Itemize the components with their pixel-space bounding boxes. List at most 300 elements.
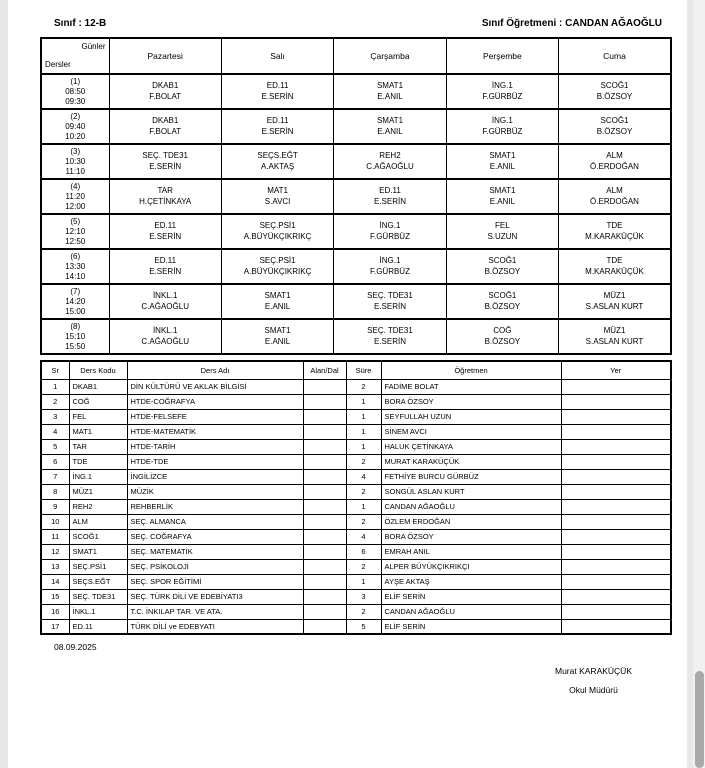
lesson-code: SEÇ. TDE31 — [367, 291, 413, 300]
period-end-time: 14:10 — [65, 271, 86, 281]
course-cell: TÜRK DİLİ ve EDEBYATI — [127, 619, 303, 634]
course-cell: 1 — [346, 394, 381, 409]
course-cell: SMAT1 — [69, 544, 127, 559]
lesson-cell — [221, 179, 333, 214]
course-cell: SEYFULLAH UZUN — [381, 409, 561, 424]
lesson-cell — [334, 74, 446, 109]
period-start-time: 11:20 — [65, 191, 85, 201]
corner-label-days: Günler — [81, 41, 106, 51]
course-cell: SİNEM AVCI — [381, 424, 561, 439]
course-cell — [303, 439, 346, 454]
course-cell: FETHİYE BURCU GÜRBÜZ — [381, 469, 561, 484]
course-cell: 8 — [41, 484, 69, 499]
course-cell: 2 — [346, 514, 381, 529]
course-column-header: Alan/Dal — [303, 361, 346, 379]
course-cell: AYŞE AKTAŞ — [381, 574, 561, 589]
period-time-cell — [41, 144, 109, 179]
lesson-cell — [559, 319, 671, 354]
lesson-code: TDE — [606, 256, 623, 265]
lesson-code: TDE — [606, 221, 623, 230]
day-header: Perşembe — [446, 38, 558, 74]
lesson-teacher: C.AĞAOĞLU — [141, 336, 189, 346]
lesson-cell — [446, 74, 558, 109]
period-row — [41, 214, 671, 249]
lesson-teacher: B.ÖZSOY — [484, 301, 521, 311]
period-number: (6) — [70, 251, 81, 261]
course-cell: 16 — [41, 604, 69, 619]
course-cell: 2 — [346, 559, 381, 574]
lesson-teacher: E.SERİN — [149, 231, 182, 241]
course-cell: TDE — [69, 454, 127, 469]
course-cell — [561, 469, 671, 484]
period-start-time: 14:20 — [65, 296, 86, 306]
period-end-time: 10:20 — [65, 131, 86, 141]
course-cell: 6 — [41, 454, 69, 469]
course-cell: CANDAN AĞAOĞLU — [381, 499, 561, 514]
lesson-code: ED.11 — [266, 116, 289, 125]
course-cell — [303, 604, 346, 619]
lesson-cell — [221, 249, 333, 284]
period-number: (3) — [70, 146, 81, 156]
lesson-cell — [559, 74, 671, 109]
course-cell: SCOĞ1 — [69, 529, 127, 544]
course-cell: TAR — [69, 439, 127, 454]
lesson-teacher: C.AĞAOĞLU — [366, 161, 414, 171]
lesson-cell — [221, 214, 333, 249]
course-cell — [303, 484, 346, 499]
course-row — [41, 574, 671, 589]
course-cell — [561, 439, 671, 454]
lesson-code: SEÇ.PSİ1 — [259, 221, 296, 230]
document-header — [40, 18, 670, 29]
course-cell — [561, 379, 671, 394]
course-row — [41, 439, 671, 454]
lesson-cell — [446, 179, 558, 214]
lesson-code: SCOĞ1 — [488, 256, 517, 265]
period-row — [41, 179, 671, 214]
course-cell: SEÇ. TÜRK DİLİ VE EDEBİYATI3 — [127, 589, 303, 604]
lesson-cell — [559, 179, 671, 214]
course-cell — [561, 454, 671, 469]
period-number: (8) — [70, 321, 81, 331]
course-cell — [561, 589, 671, 604]
lesson-teacher: A.BÜYÜKÇIKRIKÇ — [243, 231, 312, 241]
lesson-teacher: S.UZUN — [487, 231, 518, 241]
course-cell — [561, 574, 671, 589]
day-header: Çarşamba — [334, 38, 446, 74]
course-table-header-row — [41, 361, 671, 379]
lesson-code: SMAT1 — [376, 81, 404, 90]
period-time-cell — [41, 319, 109, 354]
lesson-cell — [109, 319, 221, 354]
lesson-code: SMAT1 — [489, 186, 516, 195]
period-start-time: 08:50 — [65, 86, 86, 96]
course-cell: 2 — [41, 394, 69, 409]
period-time-cell — [41, 179, 109, 214]
course-cell: 2 — [346, 604, 381, 619]
lesson-code: REH2 — [379, 151, 401, 160]
course-cell: 14 — [41, 574, 69, 589]
lesson-code: İNG.1 — [379, 221, 401, 230]
lesson-teacher: B.ÖZSOY — [596, 126, 633, 136]
course-cell: MAT1 — [69, 424, 127, 439]
course-cell: CANDAN AĞAOĞLU — [381, 604, 561, 619]
lesson-code: COĞ — [493, 326, 512, 335]
lesson-code: MÜZ1 — [603, 291, 626, 300]
lesson-code: SMAT1 — [376, 116, 404, 125]
course-cell: REH2 — [69, 499, 127, 514]
course-cell: 1 — [346, 424, 381, 439]
lesson-cell — [334, 214, 446, 249]
course-cell: 4 — [41, 424, 69, 439]
document-page — [8, 0, 687, 768]
lesson-code: SEÇ. TDE31 — [142, 151, 189, 160]
course-cell: 2 — [346, 484, 381, 499]
period-number: (5) — [70, 216, 81, 226]
lesson-code: ALM — [606, 151, 623, 160]
lesson-teacher: F.BOLAT — [149, 126, 182, 136]
course-cell: MÜZİK — [127, 484, 303, 499]
course-cell: 3 — [346, 589, 381, 604]
lesson-teacher: E.SERİN — [261, 91, 294, 101]
lesson-cell — [109, 284, 221, 319]
period-start-time: 15:10 — [65, 331, 86, 341]
lesson-teacher: A.AKTAŞ — [260, 161, 295, 171]
lesson-cell — [446, 214, 558, 249]
period-row — [41, 74, 671, 109]
lesson-teacher: F.GÜRBÜZ — [482, 126, 523, 136]
lesson-teacher: Ö.ERDOĞAN — [590, 161, 639, 171]
lesson-code: ED.11 — [154, 221, 177, 230]
course-cell — [561, 514, 671, 529]
course-cell: 4 — [346, 529, 381, 544]
lesson-cell — [559, 214, 671, 249]
lesson-code: ALM — [606, 186, 623, 195]
lesson-teacher: F.BOLAT — [149, 91, 182, 101]
lesson-cell — [221, 319, 333, 354]
course-column-header: Yer — [561, 361, 671, 379]
course-cell: SEÇ. PSİKOLOJİ — [127, 559, 303, 574]
period-number: (2) — [70, 111, 81, 121]
period-number: (1) — [70, 76, 81, 86]
course-cell: 10 — [41, 514, 69, 529]
lesson-cell — [109, 144, 221, 179]
course-cell — [303, 589, 346, 604]
course-cell: SEÇ. TDE31 — [69, 589, 127, 604]
lesson-code: SCOĞ1 — [600, 116, 629, 125]
signature-title: Okul Müdürü — [569, 685, 618, 695]
course-cell: 1 — [346, 574, 381, 589]
course-column-header: Öğretmen — [381, 361, 561, 379]
course-cell: 5 — [41, 439, 69, 454]
course-cell: ED.11 — [69, 619, 127, 634]
period-start-time: 09:40 — [65, 121, 86, 131]
course-cell: 2 — [346, 454, 381, 469]
lesson-code: SEÇS.EĞT — [257, 151, 298, 160]
lesson-code: SMAT1 — [489, 151, 516, 160]
course-cell: 13 — [41, 559, 69, 574]
timetable-corner-cell — [41, 38, 109, 74]
course-cell — [561, 394, 671, 409]
period-row — [41, 249, 671, 284]
lesson-code: ED.11 — [154, 256, 177, 265]
period-row — [41, 109, 671, 144]
lesson-code: SMAT1 — [264, 291, 291, 300]
lesson-cell — [221, 74, 333, 109]
lesson-teacher: E.SERİN — [373, 301, 406, 311]
lesson-code: İNKL.1 — [152, 326, 178, 335]
period-end-time: 15:50 — [65, 341, 86, 351]
lesson-teacher: E.ANIL — [264, 301, 291, 311]
course-cell — [561, 604, 671, 619]
course-cell: HTDE-COĞRAFYA — [127, 394, 303, 409]
course-cell — [303, 559, 346, 574]
period-end-time: 12:50 — [65, 236, 86, 246]
course-cell — [303, 544, 346, 559]
course-cell: İNGİLİZCE — [127, 469, 303, 484]
lesson-code: MAT1 — [267, 186, 288, 195]
course-cell: 17 — [41, 619, 69, 634]
lesson-teacher: E.SERİN — [261, 126, 294, 136]
course-row — [41, 559, 671, 574]
lesson-cell — [221, 109, 333, 144]
course-cell: 5 — [346, 619, 381, 634]
day-header: Pazartesi — [109, 38, 221, 74]
course-cell: 9 — [41, 499, 69, 514]
lesson-teacher: B.ÖZSOY — [596, 91, 633, 101]
course-cell: ALPER BÜYÜKÇIKRIKÇI — [381, 559, 561, 574]
course-row — [41, 514, 671, 529]
lesson-cell — [446, 249, 558, 284]
day-header: Cuma — [559, 38, 671, 74]
period-time-cell — [41, 109, 109, 144]
course-cell: SEÇS.EĞT — [69, 574, 127, 589]
course-cell: İNG.1 — [69, 469, 127, 484]
course-cell: BORA ÖZSOY — [381, 394, 561, 409]
course-column-header: Ders Adı — [127, 361, 303, 379]
course-row — [41, 484, 671, 499]
course-cell: HTDE-TDE — [127, 454, 303, 469]
course-row — [41, 424, 671, 439]
scrollbar-thumb[interactable] — [695, 671, 704, 768]
course-cell — [303, 514, 346, 529]
course-cell: SEÇ. COĞRAFYA — [127, 529, 303, 544]
course-cell: MÜZ1 — [69, 484, 127, 499]
period-start-time: 12:10 — [65, 226, 86, 236]
lesson-teacher: E.ANIL — [489, 161, 516, 171]
course-row — [41, 469, 671, 484]
course-column-header: Sr — [41, 361, 69, 379]
course-cell: ALM — [69, 514, 127, 529]
course-cell: SEÇ. ALMANCA — [127, 514, 303, 529]
lesson-code: ED.11 — [379, 186, 401, 195]
signature-name: Murat KARAKÜÇÜK — [555, 666, 632, 676]
lesson-code: SCOĞ1 — [488, 291, 517, 300]
lesson-code: İNG.1 — [379, 256, 401, 265]
lesson-cell — [446, 284, 558, 319]
course-cell: 2 — [346, 379, 381, 394]
lesson-teacher: E.SERİN — [373, 196, 406, 206]
course-row — [41, 379, 671, 394]
lesson-teacher: M.KARAKÜÇÜK — [585, 231, 644, 241]
course-column-header: Ders Kodu — [69, 361, 127, 379]
lesson-code: DKAB1 — [152, 116, 179, 125]
course-cell — [303, 409, 346, 424]
course-cell: SONGÜL ASLAN KURT — [381, 484, 561, 499]
course-row — [41, 529, 671, 544]
lesson-teacher: S.ASLAN KURT — [585, 336, 644, 346]
course-cell: DİN KÜLTÜRÜ VE AKLAK BİLGİSİ — [127, 379, 303, 394]
course-cell — [303, 469, 346, 484]
lesson-code: SMAT1 — [264, 326, 291, 335]
lesson-cell — [446, 144, 558, 179]
course-cell: REHBERLİK — [127, 499, 303, 514]
course-cell: 1 — [346, 439, 381, 454]
course-cell: 15 — [41, 589, 69, 604]
lesson-teacher: S.AVCI — [264, 196, 291, 206]
course-column-header: Süre — [346, 361, 381, 379]
lesson-teacher: E.ANIL — [377, 126, 403, 136]
course-cell: İNKL.1 — [69, 604, 127, 619]
lesson-cell — [334, 319, 446, 354]
lesson-teacher: M.KARAKÜÇÜK — [585, 266, 644, 276]
course-cell: FEL — [69, 409, 127, 424]
course-cell: HALUK ÇETİNKAYA — [381, 439, 561, 454]
course-cell: SEÇ.PSİ1 — [69, 559, 127, 574]
period-end-time: 12:00 — [65, 201, 86, 211]
lesson-code: SEÇ. TDE31 — [367, 326, 413, 335]
period-row — [41, 284, 671, 319]
course-cell: 11 — [41, 529, 69, 544]
document-date: 08.09.2025 — [54, 642, 97, 652]
period-time-cell — [41, 214, 109, 249]
course-cell: COĞ — [69, 394, 127, 409]
period-start-time: 13:30 — [65, 261, 86, 271]
lesson-cell — [559, 144, 671, 179]
course-cell — [303, 499, 346, 514]
lesson-code: DKAB1 — [152, 81, 179, 90]
course-cell: MURAT KARAKÜÇÜK — [381, 454, 561, 469]
lesson-cell — [559, 249, 671, 284]
scrollbar-track[interactable] — [693, 0, 705, 768]
period-end-time: 15:00 — [65, 306, 86, 316]
lesson-teacher: F.GÜRBÜZ — [369, 231, 410, 241]
course-cell — [303, 454, 346, 469]
course-cell: HTDE-MATEMATİK — [127, 424, 303, 439]
corner-label-lessons: Dersler — [45, 60, 71, 69]
lesson-code: İNG.1 — [491, 116, 513, 125]
lesson-teacher: E.SERİN — [149, 266, 182, 276]
course-cell — [561, 424, 671, 439]
lesson-teacher: H.ÇETİNKAYA — [139, 196, 192, 206]
course-cell — [303, 379, 346, 394]
lesson-teacher: F.GÜRBÜZ — [482, 91, 523, 101]
course-cell: BORA ÖZSOY — [381, 529, 561, 544]
course-row — [41, 589, 671, 604]
course-cell — [561, 544, 671, 559]
course-cell: 4 — [346, 469, 381, 484]
lesson-teacher: F.GÜRBÜZ — [369, 266, 410, 276]
course-cell: ELİF SERİN — [381, 619, 561, 634]
period-end-time: 11:10 — [65, 166, 85, 176]
period-end-time: 09:30 — [65, 96, 86, 106]
lesson-cell — [221, 284, 333, 319]
course-cell: ÖZLEM ERDOĞAN — [381, 514, 561, 529]
lesson-code: TAR — [157, 186, 173, 195]
lesson-teacher: Ö.ERDOĞAN — [590, 196, 639, 206]
lesson-code: FEL — [495, 221, 510, 230]
course-cell — [303, 574, 346, 589]
signature-block — [40, 662, 670, 700]
lesson-code: SEÇ.PSİ1 — [259, 256, 296, 265]
lesson-teacher: A.BÜYÜKÇIKRIKÇ — [243, 266, 312, 276]
course-cell — [561, 499, 671, 514]
course-cell: ELİF SERİN — [381, 589, 561, 604]
course-cell: 12 — [41, 544, 69, 559]
lesson-cell — [109, 214, 221, 249]
lesson-teacher: E.ANIL — [264, 336, 291, 346]
class-label: Sınıf : 12-B — [54, 18, 107, 29]
lesson-teacher: B.ÖZSOY — [484, 266, 521, 276]
lesson-cell — [109, 109, 221, 144]
lesson-cell — [334, 249, 446, 284]
lesson-cell — [221, 144, 333, 179]
lesson-cell — [334, 284, 446, 319]
period-time-cell — [41, 249, 109, 284]
lesson-cell — [334, 109, 446, 144]
period-time-cell — [41, 284, 109, 319]
lesson-cell — [446, 109, 558, 144]
course-cell: FADİME BOLAT — [381, 379, 561, 394]
course-cell: DKAB1 — [69, 379, 127, 394]
course-row — [41, 619, 671, 634]
course-cell: T.C. İNKILAP TAR. VE ATA. — [127, 604, 303, 619]
lesson-code: MÜZ1 — [603, 326, 626, 335]
period-number: (4) — [70, 181, 81, 191]
course-row — [41, 394, 671, 409]
lesson-cell — [446, 319, 558, 354]
course-cell — [303, 424, 346, 439]
course-row — [41, 454, 671, 469]
course-cell — [561, 484, 671, 499]
course-cell — [561, 529, 671, 544]
course-row — [41, 544, 671, 559]
course-cell — [303, 529, 346, 544]
timetable-header-row — [41, 38, 671, 74]
course-cell: SEÇ. MATEMATİK — [127, 544, 303, 559]
period-number: (7) — [70, 286, 81, 296]
course-row — [41, 604, 671, 619]
period-row — [41, 144, 671, 179]
course-cell — [561, 409, 671, 424]
lesson-cell — [109, 74, 221, 109]
course-cell: HTDE-FELSEFE — [127, 409, 303, 424]
course-cell: SEÇ. SPOR EĞİTİMİ — [127, 574, 303, 589]
course-cell — [561, 619, 671, 634]
course-cell: 1 — [346, 409, 381, 424]
lesson-cell — [334, 179, 446, 214]
course-cell — [303, 619, 346, 634]
course-cell: 6 — [346, 544, 381, 559]
course-cell: 1 — [41, 379, 69, 394]
day-header: Salı — [221, 38, 333, 74]
lesson-teacher: B.ÖZSOY — [484, 336, 521, 346]
course-cell: 7 — [41, 469, 69, 484]
course-table — [40, 360, 672, 635]
class-teacher-label: Sınıf Öğretmeni : CANDAN AĞAOĞLU — [481, 18, 662, 29]
course-cell — [561, 559, 671, 574]
lesson-code: İNG.1 — [491, 81, 513, 90]
